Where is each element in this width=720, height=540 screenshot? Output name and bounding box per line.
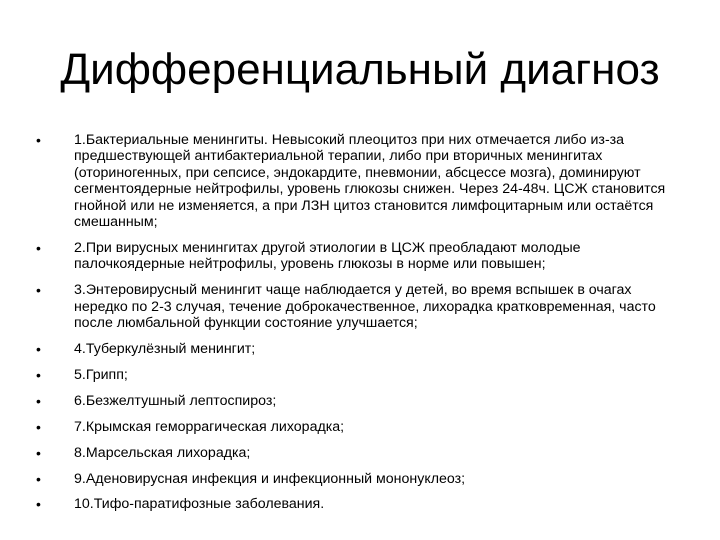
list-item-text: 3.Энтеровирусный менингит чаще наблюдается у детей, во время вспышек в очагах нередко по 2-3 случая, течение доброкачественное, лихорадка кратковременная, часто после люмбальной функции состояние улучшается;	[74, 282, 656, 332]
bullet-icon: •	[36, 418, 41, 435]
list-item	[36, 496, 666, 512]
list-item-text: 8.Марсельская лихорадка;	[74, 444, 251, 461]
bullet-icon: •	[36, 366, 41, 383]
bullet-icon: •	[36, 340, 41, 357]
list-item-text: 10.Тифо-паратифозные заболевания.	[74, 496, 325, 513]
bullet-icon: •	[36, 392, 41, 409]
list-item	[36, 132, 666, 230]
bullet-icon: •	[36, 239, 41, 256]
bullet-list	[36, 132, 666, 522]
list-item-text: 4.Туберкулёзный менингит;	[74, 340, 256, 357]
list-item	[36, 393, 666, 409]
list-item	[36, 445, 666, 461]
bullet-icon: •	[36, 470, 41, 487]
list-item-text: 2.При вирусных менингитах другой этиологии в ЦСЖ преобладают молодые палочкоядерные нейтрофилы, уровень глюкозы в норме или повышен;	[74, 239, 581, 273]
list-item	[36, 367, 666, 383]
list-item-text: 9.Аденовирусная инфекция и инфекционный мононуклеоз;	[74, 470, 466, 487]
list-item-text: 7.Крымская геморрагическая лихорадка;	[74, 418, 345, 435]
bullet-icon: •	[36, 132, 41, 148]
bullet-icon: •	[36, 282, 41, 299]
list-item-text: 6.Безжелтушный лептоспироз;	[74, 392, 277, 409]
list-item-text: 1.Бактериальные менингиты. Невысокий плеоцитоз при них отмечается либо из-за предшествующей антибактериальной терапии, либо при вторичных менингитах (оториногенных, при сепсисе, эндокардите, пневмонии, абсцессе мозга), доминируют сегментоядерные нейтрофилы, уровень глюкозы снижен. Через 24-48ч. ЦСЖ становится гнойной или не изменяется, а при ЛЗН цитоз становится лимфоцитарным или остаётся смешанным;	[74, 132, 666, 231]
bullet-icon: •	[36, 444, 41, 461]
slide-title: Дифференциальный диагноз	[60, 45, 660, 94]
list-item	[36, 341, 666, 357]
list-item	[36, 471, 666, 487]
list-item	[36, 282, 666, 331]
list-item	[36, 419, 666, 435]
list-item	[36, 240, 666, 273]
list-item-text: 5.Грипп;	[74, 366, 128, 383]
bullet-icon: •	[36, 496, 41, 513]
